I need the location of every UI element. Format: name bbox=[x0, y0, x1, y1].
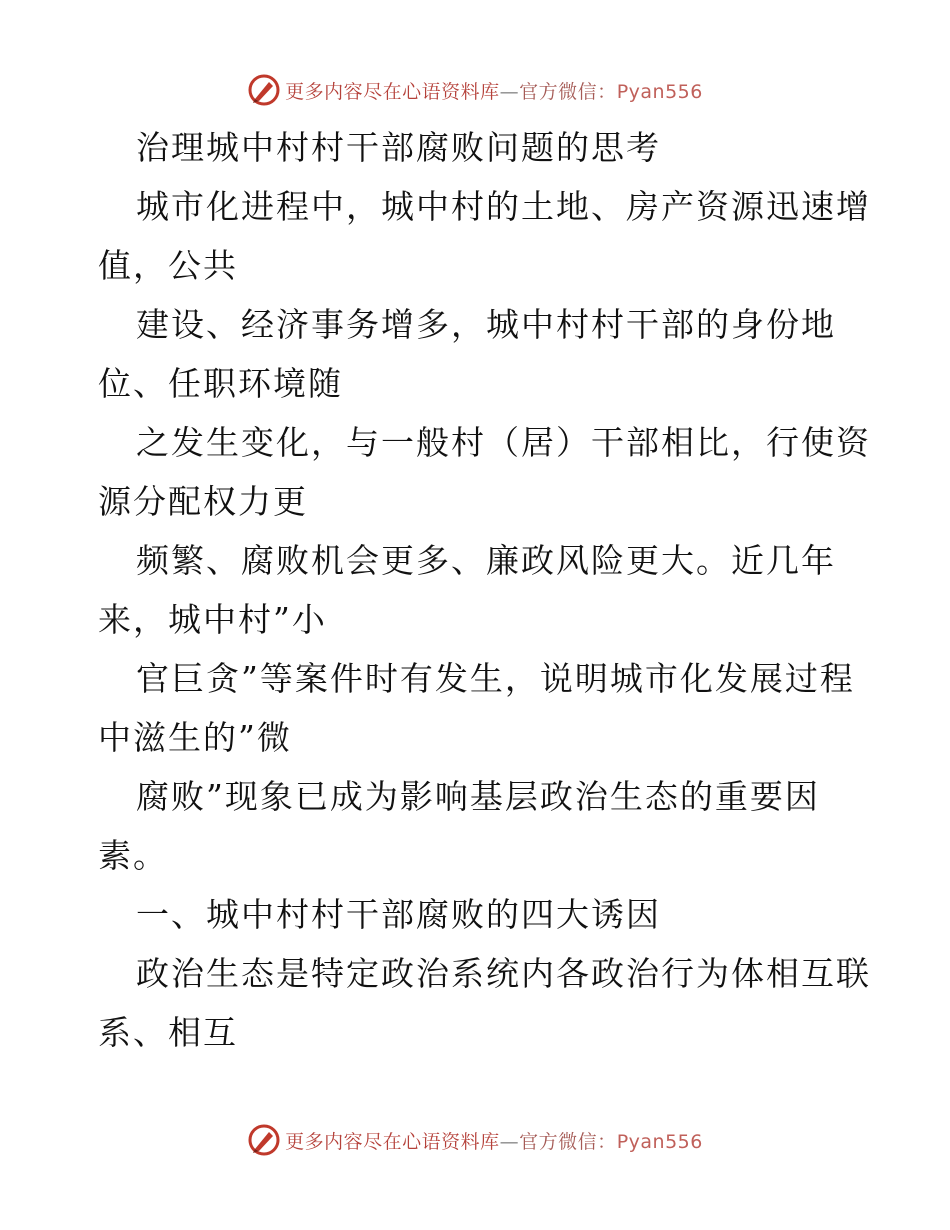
text-line: 之发生变化，与一般村（居）干部相比，行使资 bbox=[136, 423, 871, 462]
pen-logo-icon bbox=[247, 1123, 281, 1157]
text-line: 中滋生的”微 bbox=[98, 718, 292, 757]
banner-brand: 更多内容尽在心语资料库 bbox=[285, 80, 500, 103]
banner-separator: — bbox=[499, 1130, 520, 1153]
text-line: 源分配权力更 bbox=[98, 482, 308, 521]
header-banner bbox=[0, 70, 950, 110]
section-heading: 一、城中村村干部腐败的四大诱因 bbox=[136, 895, 661, 934]
text-line: 腐败”现象已成为影响基层政治生态的重要因 bbox=[136, 777, 820, 816]
banner-wechat: Pyan556 bbox=[616, 1130, 703, 1153]
document-title: 治理城中村村干部腐败问题的思考 bbox=[136, 128, 661, 167]
banner-brand: 更多内容尽在心语资料库 bbox=[285, 1130, 500, 1153]
text-line: 建设、经济事务增多，城中村村干部的身份地 bbox=[136, 305, 836, 344]
banner-official: 官方微信： bbox=[519, 80, 617, 103]
text-line: 来，城中村”小 bbox=[98, 600, 327, 639]
footer-banner bbox=[0, 1120, 950, 1160]
banner-text bbox=[285, 1127, 703, 1154]
pen-logo-icon bbox=[247, 73, 281, 107]
text-line: 官巨贪”等案件时有发生，说明城市化发展过程 bbox=[136, 659, 855, 698]
text-line: 值，公共 bbox=[98, 246, 238, 285]
banner-text bbox=[285, 77, 703, 104]
document-body bbox=[98, 118, 871, 1062]
text-line: 素。 bbox=[98, 836, 168, 875]
text-line: 位、任职环境随 bbox=[98, 364, 343, 403]
banner-official: 官方微信： bbox=[519, 1130, 617, 1153]
banner-separator: — bbox=[499, 80, 520, 103]
text-line: 系、相互 bbox=[98, 1013, 238, 1052]
banner-wechat: Pyan556 bbox=[616, 80, 703, 103]
text-line: 城市化进程中，城中村的土地、房产资源迅速增 bbox=[136, 187, 871, 226]
text-line: 频繁、腐败机会更多、廉政风险更大。近几年 bbox=[136, 541, 836, 580]
text-line: 政治生态是特定政治系统内各政治行为体相互联 bbox=[136, 954, 871, 993]
